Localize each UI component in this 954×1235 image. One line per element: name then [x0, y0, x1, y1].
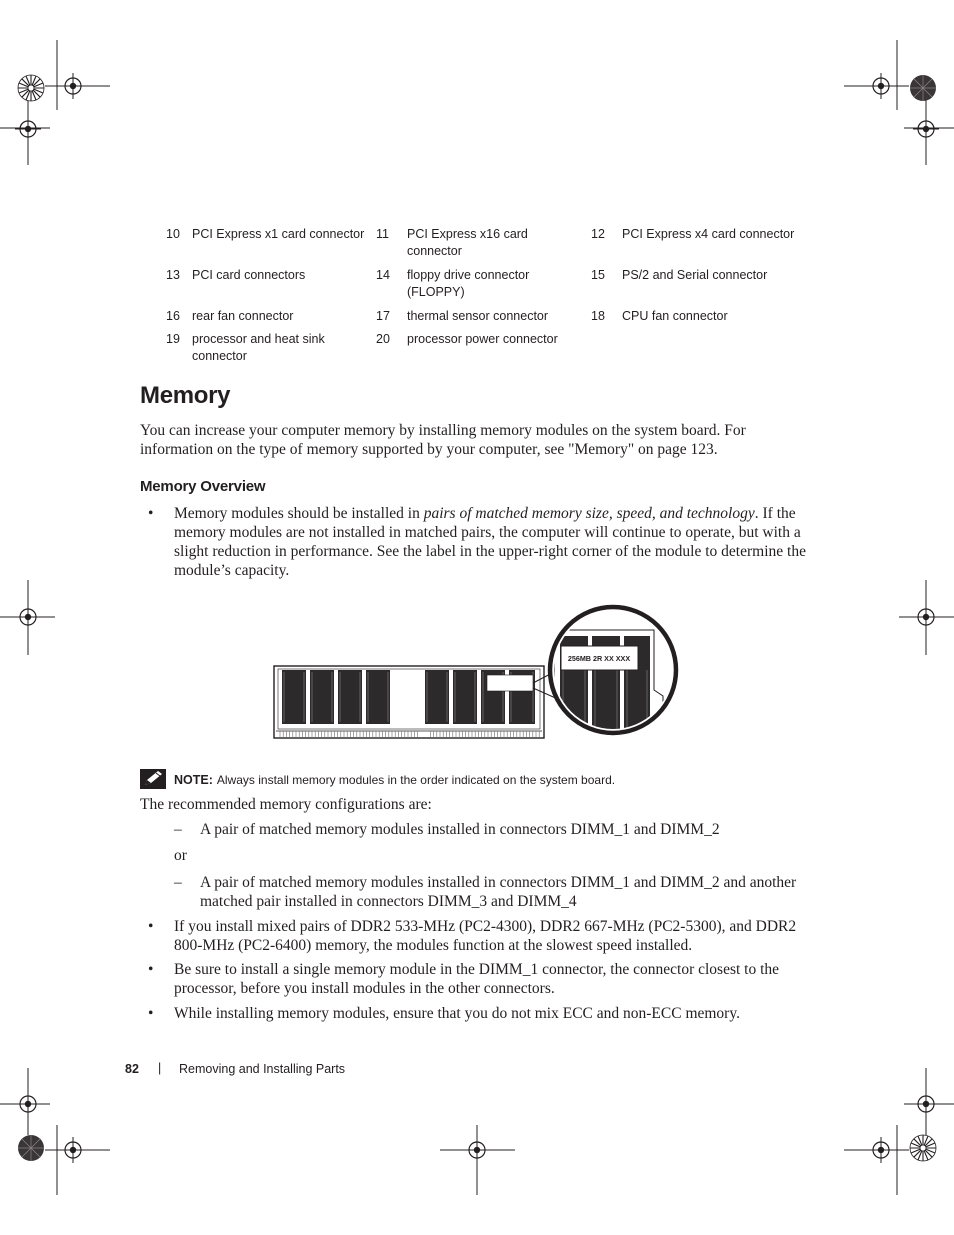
legend-number: 12: [591, 227, 605, 241]
table-row: [166, 267, 826, 308]
dash-marker: –: [174, 874, 182, 891]
legend-label: PCI Express x4 card connector: [622, 227, 795, 241]
legend-label: PS/2 and Serial connector: [622, 268, 768, 282]
bullet-marker: •: [148, 918, 154, 935]
legend-number: 15: [591, 268, 605, 282]
legend-number: 10: [166, 227, 180, 241]
bullet-text: Memory modules should be installed in: [174, 505, 424, 522]
legend-label: PCI Express x1 card connector: [192, 227, 365, 241]
bullet-paragraph: [174, 504, 814, 580]
configs-intro: The recommended memory configurations are:: [140, 796, 432, 813]
page-number: 82: [125, 1062, 139, 1076]
legend-number: 14: [376, 268, 390, 282]
legend-number: 13: [166, 268, 180, 282]
config-option-2: A pair of matched memory modules installed in connectors DIMM_1 and DIMM_2 and another matched pair installed in connectors DIMM_3 and DIMM_4: [200, 874, 797, 910]
legend-label: floppy drive connector (FLOPPY): [407, 268, 530, 299]
legend-number: 11: [376, 227, 389, 241]
legend-label: rear fan connector: [192, 309, 294, 323]
or-text: or: [174, 847, 187, 864]
legend-number: 20: [376, 332, 390, 346]
memory-module-illustration: [268, 600, 688, 745]
legend-label: processor power connector: [407, 332, 558, 346]
bullet-paragraph: If you install mixed pairs of DDR2 533-MHz (PC2-4300), DDR2 667-MHz (PC2-5300), and DDR2 800-MHz (PC2-6400) memory, the modules function at the slowest speed installed.: [174, 918, 797, 954]
table-row: [166, 331, 826, 371]
bullet-paragraph: Be sure to install a single memory module in the DIMM_1 connector, the connector closest to the processor, before you install modules in the other connectors.: [174, 961, 780, 997]
intro-paragraph: You can increase your computer memory by installing memory modules on the system board. For information on the type of memory supported by your computer, see "Memory" on page 123.: [140, 422, 746, 458]
bullet-marker: •: [148, 961, 154, 978]
legend-label: CPU fan connector: [622, 309, 728, 323]
legend-label: PCI card connectors: [192, 268, 306, 282]
subsection-title: Memory Overview: [140, 478, 266, 495]
pencil-note-icon: [140, 769, 166, 789]
bullet-marker: •: [148, 1005, 154, 1022]
legend-number: 17: [376, 309, 390, 323]
footer-separator: |: [158, 1061, 162, 1075]
module-capacity-label: 256MB 2R XX XXX: [567, 654, 631, 663]
bullet-marker: •: [148, 505, 154, 522]
dash-marker: –: [174, 821, 182, 838]
note-text: Always install memory modules in the order indicated on the system board.: [216, 773, 616, 787]
table-row: [166, 226, 826, 267]
legend-label: PCI Express x16 card connector: [407, 227, 528, 258]
legend-number: 16: [166, 309, 180, 323]
legend-label: thermal sensor connector: [407, 309, 549, 323]
note-block: [174, 772, 615, 788]
config-option-1: A pair of matched memory modules installed in connectors DIMM_1 and DIMM_2: [200, 821, 720, 838]
bullet-italic-text: pairs of matched memory size, speed, and technology: [423, 505, 755, 522]
legend-number: 19: [166, 332, 180, 346]
table-row: [166, 308, 826, 331]
legend-number: 18: [591, 309, 605, 323]
legend-label: processor and heat sink connector: [192, 332, 325, 363]
note-label: NOTE:: [174, 773, 213, 787]
bullet-text: . If the memory modules are not installed in matched pairs, the computer will continue to operate, but with a slight reduction in performance. See the label in the upper-right corner of the module to determine the module’s capacity.: [174, 505, 806, 579]
section-title: Memory: [140, 382, 231, 409]
bullet-paragraph: While installing memory modules, ensure that you do not mix ECC and non-ECC memory.: [174, 1005, 740, 1022]
footer-section-title: Removing and Installing Parts: [179, 1062, 346, 1076]
